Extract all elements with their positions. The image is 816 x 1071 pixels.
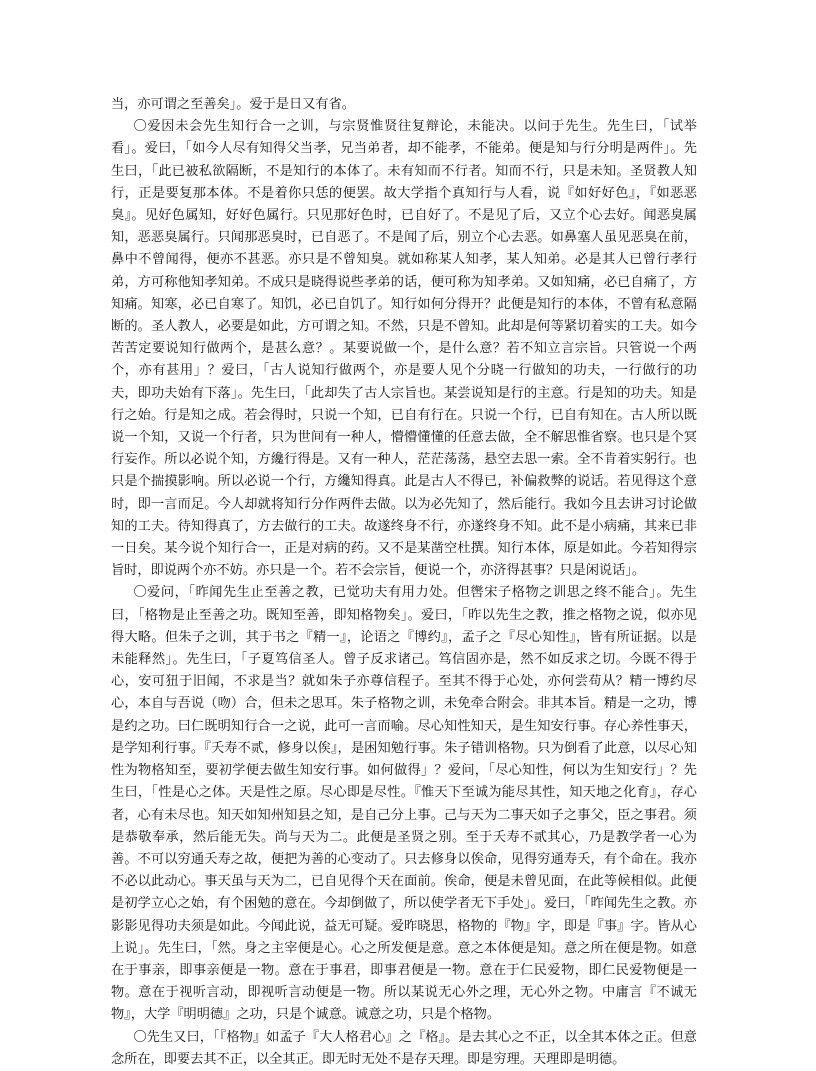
paragraph-3: 〇爱问，「昨闻先生止至善之教，已觉功夫有用力处。但辔宋子格物之训思之终不能合」。先生曰，「格物是止至善之功。既知至善，即知格物矣」。爱曰，「昨以先生之教，推之格物之说，似亦见得大略。但朱子之训，其于书之『精一』，论语之『博约』，孟子之『尽心知性』，皆有所证据。以是未能释然」。先生曰，「子夏笃信圣人。曾子反求诸己。笃信固亦是，然不如反求之切。今既不得于心，安可狃于旧闻，不求是当？就如朱子亦尊信程子。至其不得于心处，亦何尝苟从？精一博约尽心，本自与吾说（吻）合，但未之思耳。朱子格物之训，未免牵合附会。非其本旨。精是一之功，博是约之功。曰仁既明知行合一之说，此可一言而喻。尽心知性知天，是生知安行事。存心养性事天，是学知利行事。『夭寿不贰，修身以俟』，是困知勉行事。朱子错训格物。只为倒看了此意，以尽心知性为物格知至，要初学便去做生知安行事。如何做得」？爱问，「尽心知性，何以为生知安行」？先生曰，「性是心之体。天是性之原。尽心即是尽性。『惟天下至诚为能尽其性，知天地之化育』，存心者，心有未尽也。知天如知州知县之知，是自己分上事。己与天为二事天如子之事父，臣之事君。须是恭敬奉承，然后能无失。尚与天为二。此便是圣贤之别。至于夭寿不贰其心，乃是教学者一心为善。不可以穷通夭寿之故，便把为善的心变动了。只去修身以俟命，见得穷通寿夭，有个命在。我亦不必以此动心。事天虽与天为二，已自见得个天在面前。俟命，便是未曾见面，在此等候相似。此便是初学立心之始，有个困勉的意在。今却倒做了，所以使学者无下手处」。爱曰，「昨闻先生之教。亦影影见得功夫须是如此。今闻此说，益无可疑。爱昨晓思，格物的『物』字，即是『事』字。皆从心上说」。先生曰，「然。身之主宰便是心。心之所发便是意。意之本体便是知。意之所在便是物。如意在于事亲，即事亲便是一物。意在于事君，即事君便是一物。意在于仁民爱物，即仁民爱物便是一物。意在于视听言动，即视听言动便是一物。所以某说无心外之理，无心外之物。中庸言『不诚无物』，大学『明明德』之功，只是个诚意。诚意之功，只是个格物。 — [111, 585, 697, 1023]
document-page — [111, 94, 697, 1071]
paragraph-1: 当，亦可谓之至善矣」。爱于是日又有省。 — [111, 97, 355, 112]
paragraph-2: 〇爱因未会先生知行合一之训，与宗贤惟贤往复辩论，未能决。以问于先生。先生曰，「试举看」。爱曰，「如今人尽有知得父当孝，兄当弟者，却不能孝，不能弟。便是知与行分明是两件」。先生曰，「此已被私欲隔断，不是知行的本体了。未有知而不行者。知而不行，只是未知。圣贤教人知行，正是要复那本体。不是着你只恁的便罢。故大学指个真知行与人看，说『如好好色』，『如恶恶臭』。见好色属知，好好色属行。只见那好色时，已自好了。不是见了后，又立个心去好。闻恶臭属知，恶恶臭属行。只闻那恶臭时，已自恶了。不是闻了后，别立个心去恶。如鼻塞人虽见恶臭在前，鼻中不曾闻得，便亦不甚恶。亦只是不曾知臭。就如称某人知孝，某人知弟。必是其人已曾行孝行弟，方可称他知孝知弟。不成只是晓得说些孝弟的话，便可称为知孝弟。又如知痛，必已自痛了，方知痛。知寒，必已自寒了。知饥，必已自饥了。知行如何分得开？此便是知行的本体，不曾有私意隔断的。圣人教人，必要是如此，方可谓之知。不然，只是不曾知。此却是何等紧切着实的工夫。如今苦苦定要说知行做两个，是甚么意？。某要说做一个，是什么意？若不知立言宗旨。只管说一个两个，亦有甚用」？爱曰，「古人说知行做两个，亦是要人见个分晓一行做知的功夫，一行做行的功夫，即功夫始有下落」。先生曰，「此却失了古人宗旨也。某尝说知是行的主意。行是知的功夫。知是行之始。行是知之成。若会得时，只说一个知，已自有行在。只说一个行，已自有知在。古人所以既说一个知，又说一个行者，只为世间有一种人，懵懵懂懂的任意去做，全不解思惟省察。也只是个冥行妄作。所以必说个知，方纔行得是。又有一种人，茫茫荡荡，悬空去思一索。全不肯着实躬行。也只是个揣摸影响。所以必说一个行，方纔知得真。此是古人不得已，补偏救弊的说话。若见得这个意时，即一言而足。今人却就将知行分作两件去做。以为必先知了，然后能行。我如今且去讲习讨论做知的工夫。待知得真了，方去做行的工夫。故遂终身不行，亦遂终身不知。此不是小病痛，其来已非一日矣。某今说个知行合一，正是对病的药。又不是某凿空杜撰。知行本体，原是如此。今若知得宗旨时，即说两个亦不妨。亦只是一个。若不会宗旨，便说一个，亦济得甚事？只是闲说话」。 — [111, 119, 697, 579]
paragraph-4: 〇先生又曰，「『格物』如孟子『大人格君心』之『格』。是去其心之不正，以全其本体之正。但意念所在，即要去其不正，以全其正。即无时无处不是存天理。即是穷理。天理即是明德。 — [111, 1029, 697, 1067]
